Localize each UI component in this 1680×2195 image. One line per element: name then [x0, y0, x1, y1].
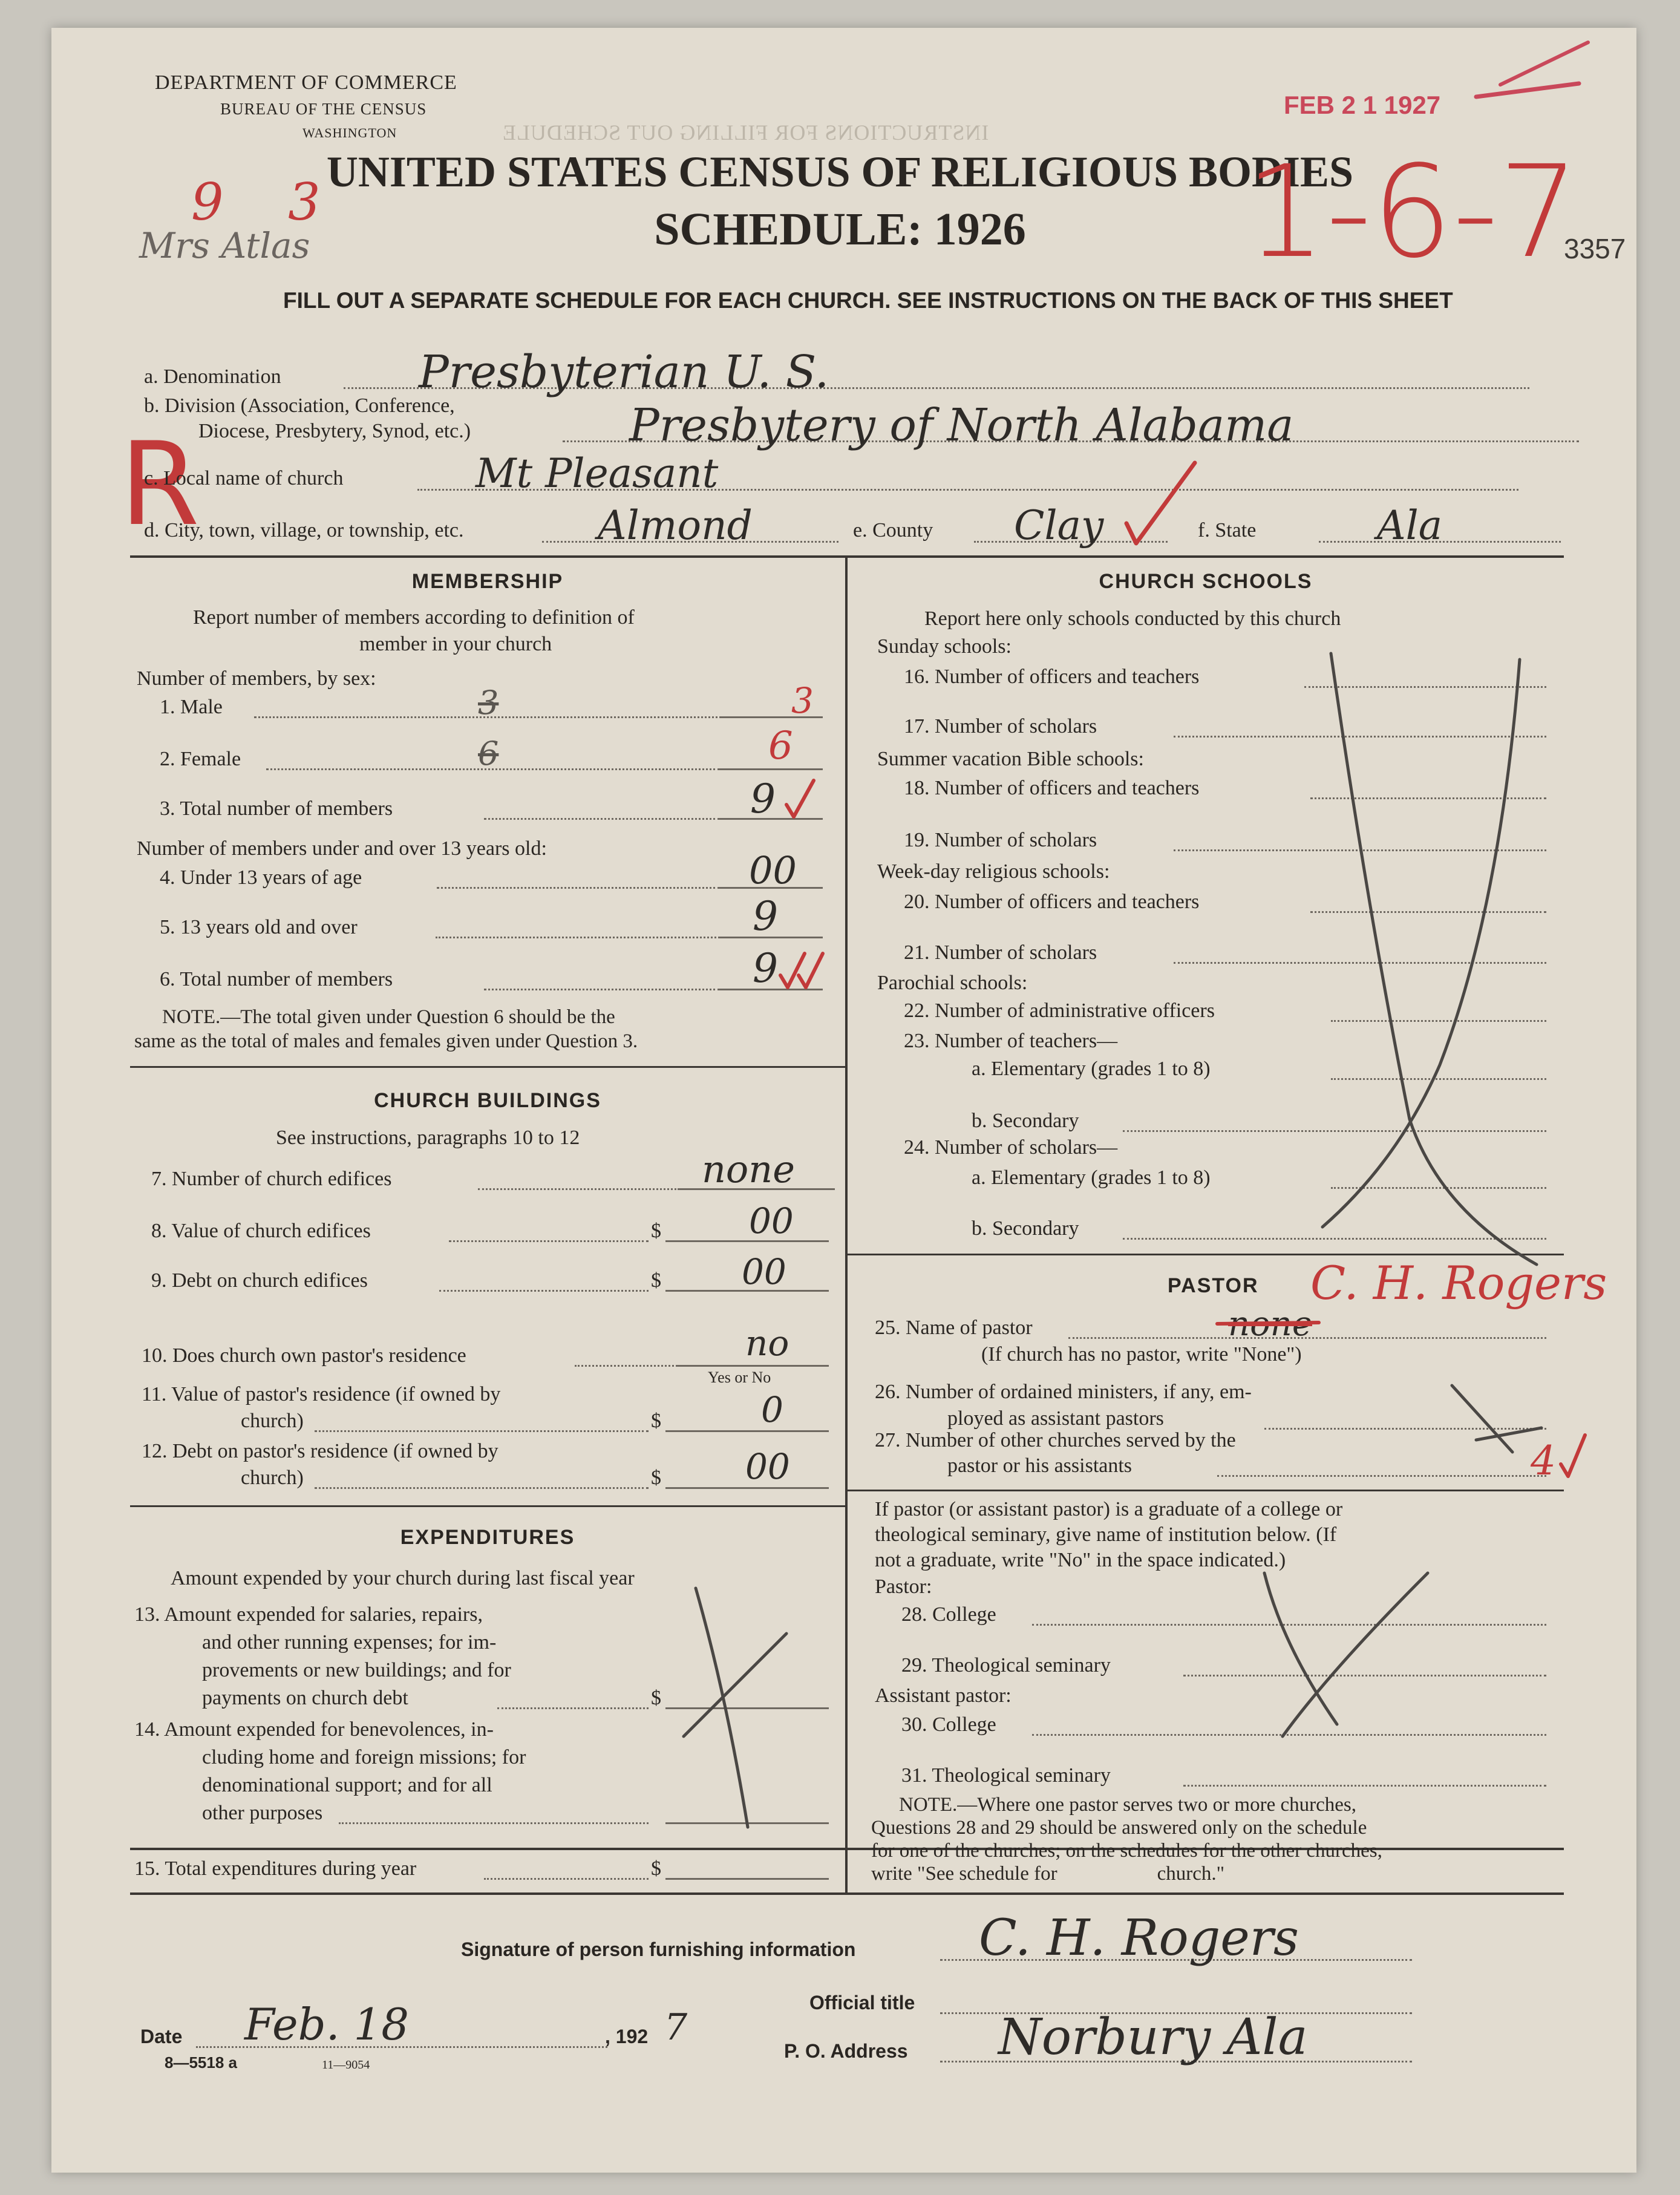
- margin-r-mark: R: [120, 417, 200, 551]
- q13-dollar: $: [651, 1687, 661, 1709]
- q3-check-mark: [786, 780, 814, 817]
- q1-male-value[interactable]: 3: [791, 680, 814, 721]
- schools-heading: CHURCH SCHOOLS: [1099, 570, 1313, 593]
- assistant-cross-mark-2: [1476, 1428, 1541, 1440]
- department-line: DEPARTMENT OF COMMERCE: [155, 71, 457, 94]
- by-sex-label: Number of members, by sex:: [137, 667, 376, 690]
- expenditures-sub: Amount expended by your church during last fiscal year: [171, 1567, 635, 1589]
- q9-label: 9. Debt on church edifices: [151, 1269, 368, 1292]
- state-label: f. State: [1198, 519, 1257, 541]
- q6-total-value[interactable]: 9: [753, 945, 778, 992]
- assistant-subhead: Assistant pastor:: [875, 1684, 1012, 1707]
- q17-label: 17. Number of scholars: [904, 715, 1097, 738]
- age-heading: Number of members under and over 13 years old:: [137, 837, 547, 860]
- denomination-label: a. Denomination: [144, 365, 281, 388]
- county-check-mark: [1126, 463, 1195, 543]
- stamp-dash: [1476, 83, 1579, 97]
- q4-under13-value[interactable]: 00: [749, 848, 797, 892]
- division-label-2: Diocese, Presbytery, Synod, etc.): [198, 420, 471, 442]
- buildings-sub: See instructions, paragraphs 10 to 12: [276, 1127, 580, 1149]
- date-label: Date: [140, 2026, 183, 2047]
- pastor-note-3: for one of the churches; on the schedules for the other churches,: [871, 1840, 1382, 1862]
- q25-label: 25. Name of pastor: [875, 1317, 1033, 1339]
- q11-label: 11. Value of pastor's residence (if owned by: [142, 1383, 501, 1405]
- bureau-line: BUREAU OF THE CENSUS: [220, 100, 427, 118]
- sunday-schools-label: Sunday schools:: [877, 635, 1012, 658]
- q11-label-2: church): [241, 1410, 304, 1432]
- q14-line-3: denominational support; and for all: [202, 1774, 492, 1796]
- pastor-note-2: Questions 28 and 29 should be answered only on the schedule: [871, 1817, 1367, 1839]
- q20-label: 20. Number of officers and teachers: [904, 891, 1200, 913]
- q26-label-2: ployed as assistant pastors: [947, 1407, 1164, 1430]
- q24b-label: b. Secondary: [972, 1217, 1079, 1240]
- q27-value[interactable]: 4: [1531, 1438, 1556, 1484]
- q12-label-2: church): [241, 1467, 304, 1489]
- pastor-heading: PASTOR: [1168, 1274, 1259, 1297]
- q23-label: 23. Number of teachers—: [904, 1030, 1118, 1052]
- top-right-slash: [1500, 42, 1588, 85]
- membership-heading: MEMBERSHIP: [411, 570, 564, 593]
- q8-value[interactable]: 00: [749, 1200, 794, 1241]
- pastor-note-1: NOTE.—Where one pastor serves two or more churches,: [899, 1794, 1356, 1816]
- q27-check-mark: [1561, 1435, 1585, 1476]
- q2-female-label: 2. Female: [160, 748, 241, 770]
- q29-label: 29. Theological seminary: [901, 1654, 1111, 1677]
- church-name-value[interactable]: Mt Pleasant: [476, 450, 719, 497]
- pastor-name-red[interactable]: C. H. Rogers: [1310, 1256, 1607, 1310]
- q27-label: 27. Number of other churches served by the: [875, 1429, 1236, 1451]
- pastor-name-strike: [1217, 1323, 1319, 1324]
- corner-numbers: 9 3: [191, 172, 345, 232]
- q18-label: 18. Number of officers and teachers: [904, 777, 1200, 799]
- q24-label: 24. Number of scholars—: [904, 1136, 1118, 1159]
- q9-dollar: $: [651, 1269, 661, 1292]
- graduate-intro-1: If pastor (or assistant pastor) is a graduate of a college or: [875, 1498, 1343, 1520]
- assistant-cross-mark: [1452, 1385, 1512, 1452]
- signature-value[interactable]: C. H. Rogers: [979, 1909, 1299, 1967]
- q7-value[interactable]: none: [702, 1147, 795, 1191]
- schools-sub: Report here only schools conducted by this church: [924, 607, 1341, 630]
- denomination-value[interactable]: Presbyterian U. S.: [419, 346, 829, 398]
- membership-intro-2: member in your church: [359, 633, 552, 655]
- division-label: b. Division (Association, Conference,: [144, 394, 455, 417]
- q13-line-1: 13. Amount expended for salaries, repairs,: [134, 1603, 483, 1626]
- buildings-heading: CHURCH BUILDINGS: [374, 1089, 601, 1112]
- schools-cross-mark-2: [1322, 659, 1520, 1227]
- q26-label: 26. Number of ordained ministers, if any, em-: [875, 1381, 1252, 1403]
- po-address-label: P. O. Address: [784, 2040, 908, 2062]
- year-digit[interactable]: 7: [664, 2006, 688, 2049]
- form-title: UNITED STATES CENSUS OF RELIGIOUS BODIES: [326, 148, 1354, 196]
- q22-label: 22. Number of administrative officers: [904, 999, 1215, 1022]
- print-number: 11—9054: [322, 2058, 370, 2072]
- q5-over13-value[interactable]: 9: [753, 893, 778, 940]
- q14-line-4: other purposes: [202, 1802, 323, 1824]
- q8-dollar: $: [651, 1220, 661, 1242]
- county-value[interactable]: Clay: [1014, 502, 1104, 549]
- expenditures-heading: EXPENDITURES: [400, 1526, 575, 1549]
- q19-label: 19. Number of scholars: [904, 829, 1097, 851]
- q13-line-4: payments on church debt: [202, 1687, 408, 1709]
- q16-label: 16. Number of officers and teachers: [904, 666, 1200, 688]
- bleed-through-heading: INSTRUCTIONS FOR FILLING OUT SCHEDULE: [502, 120, 989, 145]
- date-value[interactable]: Feb. 18: [244, 1999, 410, 2050]
- serial-number: 3357: [1564, 233, 1626, 264]
- signature-label: Signature of person furnishing information: [461, 1938, 856, 1960]
- q27-label-2: pastor or his assistants: [947, 1454, 1133, 1477]
- q13-line-2: and other running expenses; for im-: [202, 1631, 497, 1654]
- schedule-title: SCHEDULE: 1926: [654, 204, 1026, 255]
- q12-value[interactable]: 00: [745, 1446, 790, 1487]
- graduate-intro-3: not a graduate, write "No" in the space indicated.): [875, 1549, 1286, 1571]
- yes-or-no-hint: Yes or No: [708, 1369, 771, 1386]
- graduate-intro-2: theological seminary, give name of institution below. (If: [875, 1523, 1337, 1546]
- q28-label: 28. College: [901, 1603, 996, 1626]
- division-value[interactable]: Presbytery of North Alabama: [629, 399, 1294, 451]
- q31-label: 31. Theological seminary: [901, 1764, 1111, 1787]
- expenditures-cross-mark: [696, 1588, 748, 1827]
- city-value[interactable]: Almond: [598, 502, 753, 549]
- classification-code: 1-6-7: [1245, 138, 1580, 286]
- parochial-schools-label: Parochial schools:: [877, 972, 1028, 994]
- q11-dollar: $: [651, 1410, 661, 1432]
- pastor-subhead: Pastor:: [875, 1575, 932, 1598]
- washington-line: WASHINGTON: [302, 125, 397, 140]
- q6-total-label: 6. Total number of members: [160, 968, 393, 990]
- form-instruction: FILL OUT A SEPARATE SCHEDULE FOR EACH CHURCH. SEE INSTRUCTIONS ON THE BACK OF THIS SHEET: [283, 288, 1453, 313]
- q1-male-struck: 3: [478, 684, 499, 722]
- q11-value[interactable]: 0: [761, 1389, 783, 1430]
- education-cross-mark-2: [1283, 1573, 1428, 1736]
- form-number: 8—5518 a: [165, 2053, 237, 2072]
- q15-dollar: $: [651, 1857, 661, 1880]
- q23b-label: b. Secondary: [972, 1110, 1079, 1132]
- q21-label: 21. Number of scholars: [904, 941, 1097, 964]
- q9-value[interactable]: 00: [742, 1251, 786, 1292]
- q4-under13-label: 4. Under 13 years of age: [160, 866, 362, 889]
- schools-cross-mark: [1331, 653, 1537, 1264]
- q7-label: 7. Number of church edifices: [151, 1168, 392, 1190]
- official-title-label: Official title: [809, 1992, 915, 2013]
- membership-note-2: same as the total of males and females given under Question 3.: [134, 1030, 638, 1052]
- q12-label: 12. Debt on pastor's residence (if owned by: [142, 1440, 498, 1462]
- q1-male-label: 1. Male: [160, 696, 223, 718]
- membership-intro-1: Report number of members according to definition of: [193, 606, 635, 629]
- q2-female-value[interactable]: 6: [768, 724, 793, 768]
- corner-name: Mrs Atlas: [139, 225, 310, 266]
- q30-label: 30. College: [901, 1713, 996, 1736]
- q12-dollar: $: [651, 1467, 661, 1489]
- church-name-label: c. Local name of church: [144, 467, 344, 489]
- q5-over13-label: 5. 13 years old and over: [160, 916, 358, 938]
- weekday-schools-label: Week-day religious schools:: [877, 860, 1110, 883]
- q15-label: 15. Total expenditures during year: [134, 1857, 417, 1880]
- q24a-label: a. Elementary (grades 1 to 8): [972, 1166, 1211, 1189]
- po-address-value[interactable]: Norbury Ala: [998, 2009, 1308, 2066]
- city-label: d. City, town, village, or township, etc.: [144, 519, 464, 541]
- membership-note-1: NOTE.—The total given under Question 6 should be the: [162, 1006, 615, 1028]
- received-date-stamp: FEB 2 1 1927: [1284, 91, 1441, 119]
- q14-line-1: 14. Amount expended for benevolences, in-: [134, 1718, 494, 1741]
- summer-schools-label: Summer vacation Bible schools:: [877, 748, 1144, 770]
- pastor-note-4: write "See schedule for church.": [871, 1863, 1225, 1885]
- q3-total-label: 3. Total number of members: [160, 797, 393, 820]
- q10-label: 10. Does church own pastor's residence: [142, 1344, 466, 1367]
- q25-note: (If church has no pastor, write "None"): [981, 1343, 1302, 1366]
- q14-line-2: cluding home and foreign missions; for: [202, 1746, 526, 1768]
- year-prefix: , 192: [605, 2026, 649, 2047]
- q25-struck-none: none: [1228, 1304, 1312, 1344]
- expenditures-cross-mark-2: [684, 1634, 786, 1736]
- q23a-label: a. Elementary (grades 1 to 8): [972, 1058, 1211, 1080]
- q8-label: 8. Value of church edifices: [151, 1220, 371, 1242]
- county-label: e. County: [853, 519, 933, 541]
- state-value[interactable]: Ala: [1377, 502, 1443, 549]
- q3-total-value[interactable]: 9: [750, 776, 776, 822]
- q2-female-struck: 6: [478, 734, 499, 773]
- q10-value[interactable]: no: [745, 1323, 789, 1364]
- q13-line-3: provements or new buildings; and for: [202, 1659, 511, 1681]
- education-cross-mark: [1264, 1573, 1337, 1724]
